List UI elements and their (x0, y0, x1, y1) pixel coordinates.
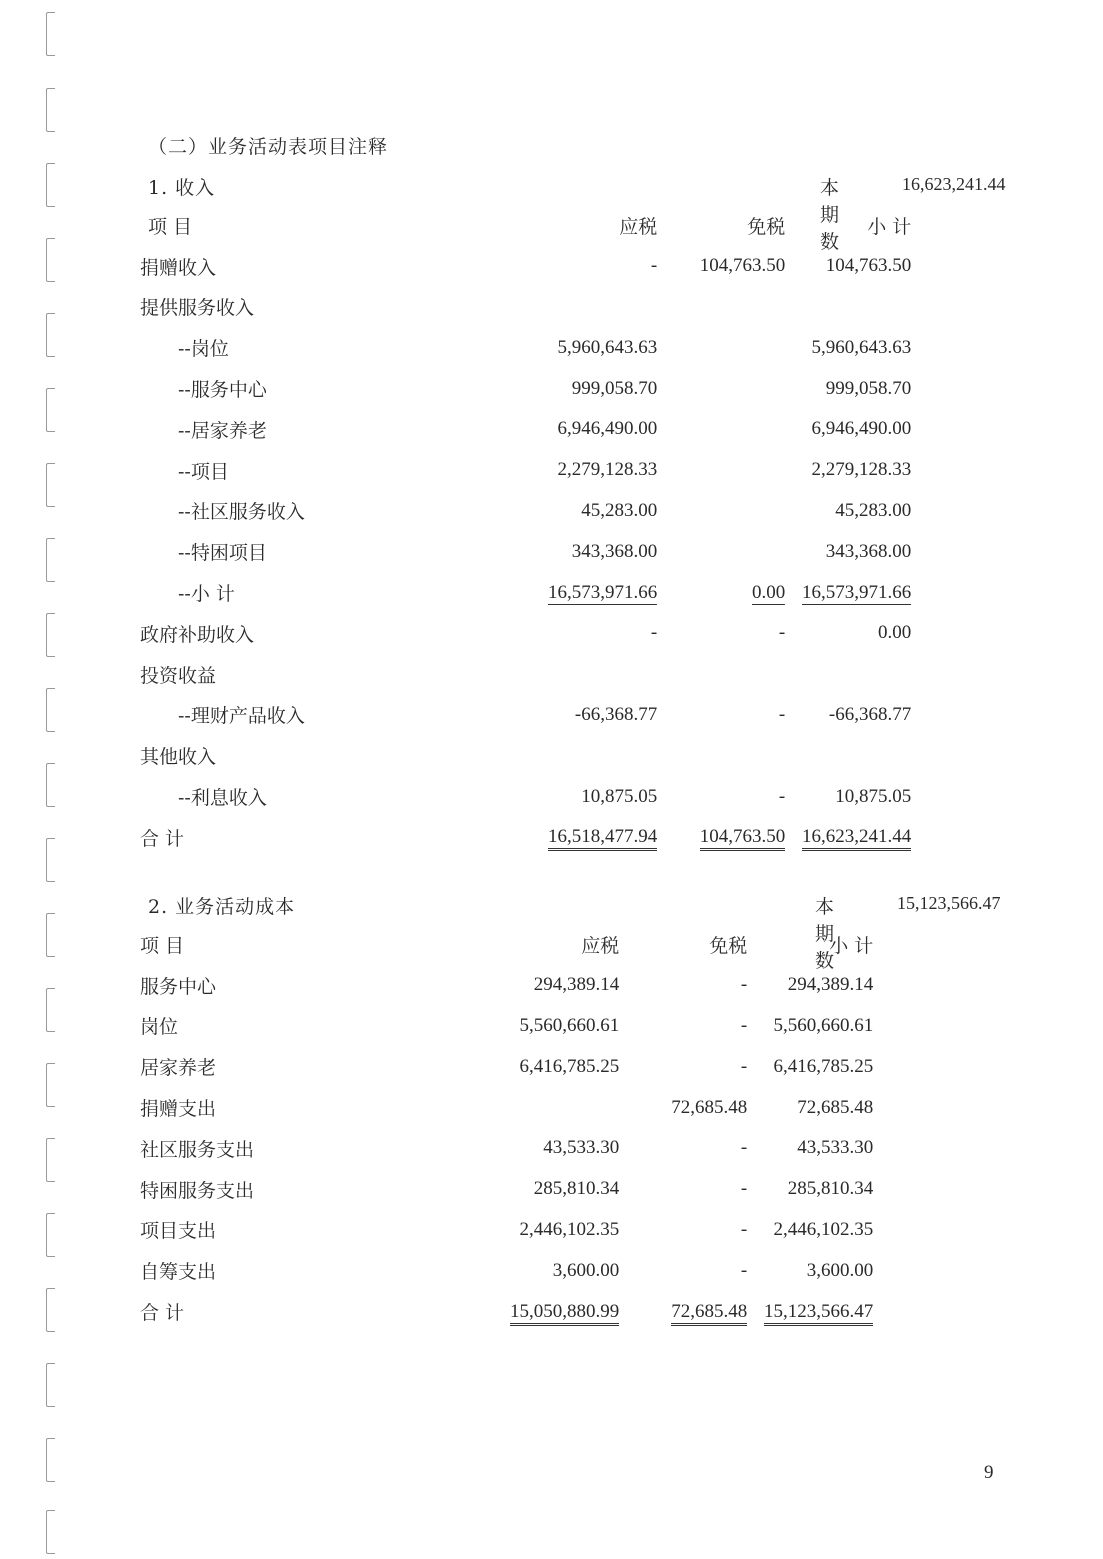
income-cell-exempt (657, 246, 785, 287)
income-cell-subtotal (785, 695, 911, 736)
binder-hole (46, 463, 55, 507)
cost-row-item-text: 合 计 (140, 1302, 185, 1325)
income-row-item-text: --理财产品收入 (178, 705, 305, 728)
cost-cell-taxable-text: 294,389.14 (533, 974, 620, 996)
income-cell-subtotal (785, 817, 911, 858)
cost-row-item-text: 服务中心 (140, 975, 217, 998)
section-title: （二）业务活动表项目注释 (148, 136, 389, 158)
income-cell-taxable-text: - (650, 255, 658, 277)
income-cell-taxable (548, 368, 657, 409)
income-row-item-text: --利息收入 (178, 787, 267, 810)
cost-cell-subtotal (747, 1046, 873, 1087)
cost-row-item (140, 1210, 510, 1251)
income-cell-subtotal-text: 5,960,643.63 (811, 336, 912, 358)
income-cell-exempt (657, 613, 785, 654)
binder-hole (46, 12, 55, 56)
cost-cell-subtotal (747, 1250, 873, 1291)
income-cell-subtotal (785, 735, 911, 776)
income-cell-subtotal (785, 409, 911, 450)
binder-hole (46, 163, 55, 207)
cost-table (140, 924, 873, 1332)
cost-cell-taxable-text: 2,446,102.35 (519, 1218, 620, 1240)
income-table (140, 205, 911, 858)
binder-hole (46, 988, 55, 1032)
income-header-row (140, 205, 911, 246)
income-row-item (140, 450, 548, 491)
income-row (140, 450, 911, 491)
cost-heading: 2. 业务活动成本 (148, 896, 296, 918)
cost-cell-taxable-text: 6,416,785.25 (519, 1055, 620, 1077)
binder-hole (46, 1288, 55, 1332)
income-cell-exempt (657, 531, 785, 572)
cost-cell-subtotal (747, 1087, 873, 1128)
cost-cell-exempt (619, 1128, 747, 1169)
income-row (140, 735, 911, 776)
income-row-item (140, 327, 548, 368)
cost-cell-subtotal (747, 1210, 873, 1251)
income-row-item-text: --小 计 (178, 583, 235, 606)
income-row (140, 572, 911, 613)
income-cell-taxable (548, 327, 657, 368)
income-row (140, 491, 911, 532)
income-row-item (140, 776, 548, 817)
income-cell-taxable (548, 776, 657, 817)
income-row-item-text: --社区服务收入 (178, 501, 305, 524)
cost-cell-taxable-text: 5,560,660.61 (519, 1014, 620, 1036)
cost-row-item-text: 自筹支出 (140, 1261, 217, 1284)
income-cell-subtotal-text: 0.00 (878, 622, 912, 644)
income-cell-subtotal (785, 531, 911, 572)
cost-cell-taxable-text: 43,533.30 (543, 1137, 620, 1159)
cost-col-subtotal: 小 计 (829, 934, 874, 957)
cost-row-item (140, 1250, 510, 1291)
income-cell-exempt (657, 450, 785, 491)
income-cell-exempt-text: - (778, 785, 786, 807)
income-cell-subtotal-text: 16,573,971.66 (802, 581, 912, 603)
income-row-item (140, 409, 548, 450)
income-cell-subtotal (785, 572, 911, 613)
cost-cell-exempt-text: - (740, 1137, 748, 1159)
income-cell-exempt-text: 104,763.50 (700, 826, 786, 851)
cost-row (140, 1046, 873, 1087)
binder-hole (46, 613, 55, 657)
cost-col-taxable: 应税 (581, 934, 620, 957)
income-row-item-text: 政府补助收入 (140, 623, 255, 646)
income-cell-subtotal-text: -66,368.77 (828, 703, 912, 725)
income-cell-taxable-text: 10,875.05 (581, 785, 658, 807)
income-heading: 1. 收入 (148, 177, 216, 199)
cost-cell-exempt-text: - (740, 1259, 748, 1281)
cost-cell-exempt-text: - (740, 1178, 748, 1200)
income-cell-exempt (657, 695, 785, 736)
cost-cell-subtotal-text: 294,389.14 (787, 974, 874, 996)
cost-cell-subtotal-text: 2,446,102.35 (773, 1218, 874, 1240)
income-cell-subtotal (785, 287, 911, 328)
cost-row-item (140, 1006, 510, 1047)
income-row-item (140, 368, 548, 409)
cost-period-value: 15,123,566.47 (897, 893, 1001, 913)
income-col-subtotal: 小 计 (867, 215, 912, 238)
cost-cell-taxable (510, 1006, 619, 1047)
income-cell-exempt (657, 368, 785, 409)
cost-cell-taxable (510, 1046, 619, 1087)
income-cell-taxable (548, 287, 657, 328)
cost-cell-exempt (619, 1046, 747, 1087)
income-row (140, 613, 911, 654)
cost-cell-exempt-text: 72,685.48 (671, 1096, 748, 1118)
cost-cell-taxable (510, 1128, 619, 1169)
income-cell-subtotal-text: 104,763.50 (825, 255, 912, 277)
income-cell-subtotal (785, 613, 911, 654)
cost-row-item (140, 1291, 510, 1332)
income-cell-subtotal-text: 16,623,241.44 (802, 826, 911, 851)
cost-cell-subtotal-text: 285,810.34 (787, 1178, 874, 1200)
cost-cell-taxable (510, 1291, 619, 1332)
income-row-item-text: 捐赠收入 (140, 256, 217, 279)
cost-cell-taxable (510, 1210, 619, 1251)
income-col-exempt: 免税 (747, 215, 786, 238)
cost-row-item (140, 1046, 510, 1087)
cost-cell-exempt (619, 965, 747, 1006)
income-row-item-text: 投资收益 (140, 664, 217, 687)
cost-cell-exempt-text: - (740, 1014, 748, 1036)
binder-hole (46, 1213, 55, 1257)
cost-cell-subtotal-text: 5,560,660.61 (773, 1014, 874, 1036)
cost-cell-exempt-text: - (740, 1218, 748, 1240)
binder-margin (40, 0, 60, 1559)
income-period-label: 本期数 (820, 177, 840, 253)
income-cell-taxable-text: 5,960,643.63 (557, 336, 658, 358)
income-cell-exempt (657, 572, 785, 613)
income-cell-taxable (548, 695, 657, 736)
binder-hole (46, 688, 55, 732)
cost-row-item (140, 965, 510, 1006)
income-cell-subtotal (785, 368, 911, 409)
income-cell-taxable-text: - (650, 622, 658, 644)
cost-cell-exempt (619, 1087, 747, 1128)
cost-cell-exempt (619, 1210, 747, 1251)
income-row-item-text: --岗位 (178, 338, 229, 361)
income-row-item-text: --服务中心 (178, 379, 267, 402)
cost-row-item-text: 岗位 (140, 1016, 179, 1039)
cost-row-item-text: 特困服务支出 (140, 1179, 255, 1202)
binder-hole (46, 1510, 55, 1554)
income-cell-exempt (657, 817, 785, 858)
income-col-item: 项 目 (148, 215, 193, 238)
binder-hole (46, 1363, 55, 1407)
income-cell-subtotal (785, 327, 911, 368)
cost-row-item-text: 社区服务支出 (140, 1138, 255, 1161)
income-cell-subtotal (785, 776, 911, 817)
income-cell-taxable (548, 735, 657, 776)
binder-hole (46, 538, 55, 582)
income-row-item (140, 735, 548, 776)
cost-header-row (140, 924, 873, 965)
cost-row-item-text: 捐赠支出 (140, 1098, 217, 1121)
income-cell-taxable (548, 654, 657, 695)
cost-row-item-text: 项目支出 (140, 1220, 217, 1243)
binder-hole (46, 1138, 55, 1182)
income-row (140, 817, 911, 858)
cost-col-exempt: 免税 (709, 934, 748, 957)
income-row-item (140, 572, 548, 613)
cost-cell-subtotal (747, 965, 873, 1006)
binder-hole (46, 238, 55, 282)
cost-cell-exempt (619, 1291, 747, 1332)
cost-row-item (140, 1128, 510, 1169)
income-row (140, 368, 911, 409)
binder-hole (46, 1063, 55, 1107)
income-row-item (140, 817, 548, 858)
cost-row (140, 1006, 873, 1047)
income-row (140, 246, 911, 287)
income-row-item-text: 提供服务收入 (140, 297, 255, 320)
income-row (140, 287, 911, 328)
income-cell-exempt-text: - (778, 622, 786, 644)
income-cell-taxable (548, 531, 657, 572)
cost-col-item: 项 目 (140, 934, 185, 957)
cost-cell-exempt-text: - (740, 974, 748, 996)
income-cell-taxable (548, 613, 657, 654)
income-row-item-text: 合 计 (140, 827, 185, 850)
income-cell-subtotal-text: 2,279,128.33 (811, 459, 912, 481)
income-cell-taxable-text: 6,946,490.00 (557, 418, 658, 440)
income-cell-taxable (548, 817, 657, 858)
cost-cell-taxable (510, 1250, 619, 1291)
income-cell-taxable-text: 45,283.00 (581, 499, 658, 521)
income-cell-subtotal-text: 343,368.00 (825, 540, 912, 562)
income-cell-exempt (657, 409, 785, 450)
binder-hole (46, 88, 55, 132)
income-row-item-text: --项目 (178, 460, 229, 483)
cost-row (140, 1291, 873, 1332)
income-cell-subtotal-text: 6,946,490.00 (811, 418, 912, 440)
income-cell-subtotal-text: 10,875.05 (835, 785, 912, 807)
income-cell-taxable-text: 343,368.00 (571, 540, 658, 562)
cost-cell-subtotal (747, 1291, 873, 1332)
cost-cell-exempt-text: - (740, 1055, 748, 1077)
income-cell-exempt (657, 654, 785, 695)
page-number: 9 (984, 1462, 994, 1483)
income-cell-subtotal-text: 45,283.00 (835, 499, 912, 521)
cost-cell-exempt (619, 1250, 747, 1291)
income-row-item-text: --居家养老 (178, 419, 267, 442)
income-cell-taxable-text: 16,518,477.94 (548, 826, 657, 851)
cost-period-label: 本期数 (815, 896, 835, 972)
income-cell-taxable (548, 572, 657, 613)
cost-cell-subtotal-text: 72,685.48 (797, 1096, 874, 1118)
income-cell-taxable-text: -66,368.77 (574, 703, 658, 725)
income-row-item (140, 654, 548, 695)
income-cell-taxable (548, 246, 657, 287)
cost-row (140, 1210, 873, 1251)
income-cell-subtotal-text: 999,058.70 (825, 377, 912, 399)
cost-cell-taxable (510, 965, 619, 1006)
binder-hole (46, 1438, 55, 1482)
income-cell-exempt (657, 491, 785, 532)
income-cell-subtotal (785, 450, 911, 491)
cost-cell-exempt (619, 1006, 747, 1047)
income-row-item-text: --特困项目 (178, 542, 267, 565)
income-row-item (140, 613, 548, 654)
income-row (140, 531, 911, 572)
cost-cell-taxable (510, 1169, 619, 1210)
income-cell-taxable (548, 491, 657, 532)
binder-hole (46, 838, 55, 882)
income-row-item (140, 531, 548, 572)
income-body (140, 246, 911, 858)
cost-cell-taxable-text: 15,050,880.99 (510, 1301, 619, 1326)
income-col-taxable: 应税 (619, 215, 658, 238)
cost-cell-subtotal (747, 1128, 873, 1169)
income-cell-taxable-text: 2,279,128.33 (557, 459, 658, 481)
cost-cell-taxable (510, 1087, 619, 1128)
cost-cell-subtotal (747, 1169, 873, 1210)
income-row (140, 409, 911, 450)
cost-cell-taxable-text: 285,810.34 (533, 1178, 620, 1200)
cost-cell-subtotal (747, 1006, 873, 1047)
cost-row (140, 1128, 873, 1169)
income-row (140, 776, 911, 817)
cost-cell-exempt (619, 1169, 747, 1210)
income-period-value: 16,623,241.44 (902, 174, 1006, 194)
income-cell-exempt (657, 327, 785, 368)
binder-hole (46, 388, 55, 432)
binder-hole (46, 763, 55, 807)
income-row-item (140, 695, 548, 736)
income-row (140, 695, 911, 736)
income-cell-exempt (657, 287, 785, 328)
income-row-item (140, 246, 548, 287)
cost-row-item (140, 1169, 510, 1210)
cost-row (140, 1169, 873, 1210)
cost-row (140, 965, 873, 1006)
income-row-item (140, 287, 548, 328)
income-cell-exempt-text: 104,763.50 (699, 255, 786, 277)
cost-cell-subtotal-text: 43,533.30 (797, 1137, 874, 1159)
binder-hole (46, 913, 55, 957)
income-row-item-text: 其他收入 (140, 746, 217, 769)
income-row (140, 327, 911, 368)
income-row-item (140, 491, 548, 532)
cost-cell-exempt-text: 72,685.48 (671, 1301, 747, 1326)
cost-cell-taxable-text: 3,600.00 (552, 1259, 620, 1281)
cost-body (140, 965, 873, 1332)
cost-row (140, 1087, 873, 1128)
cost-row-item-text: 居家养老 (140, 1057, 217, 1080)
income-cell-taxable (548, 409, 657, 450)
cost-row-item (140, 1087, 510, 1128)
income-cell-exempt (657, 735, 785, 776)
income-cell-taxable-text: 999,058.70 (571, 377, 658, 399)
binder-hole (46, 313, 55, 357)
income-row (140, 654, 911, 695)
income-cell-taxable-text: 16,573,971.66 (548, 581, 658, 603)
income-cell-exempt-text: - (778, 703, 786, 725)
income-cell-taxable (548, 450, 657, 491)
income-cell-subtotal (785, 246, 911, 287)
income-cell-subtotal (785, 491, 911, 532)
income-cell-exempt (657, 776, 785, 817)
cost-cell-subtotal-text: 6,416,785.25 (773, 1055, 874, 1077)
cost-row (140, 1250, 873, 1291)
income-cell-subtotal (785, 654, 911, 695)
income-cell-exempt-text: 0.00 (752, 581, 786, 603)
cost-cell-subtotal-text: 3,600.00 (806, 1259, 874, 1281)
cost-cell-subtotal-text: 15,123,566.47 (764, 1301, 873, 1326)
